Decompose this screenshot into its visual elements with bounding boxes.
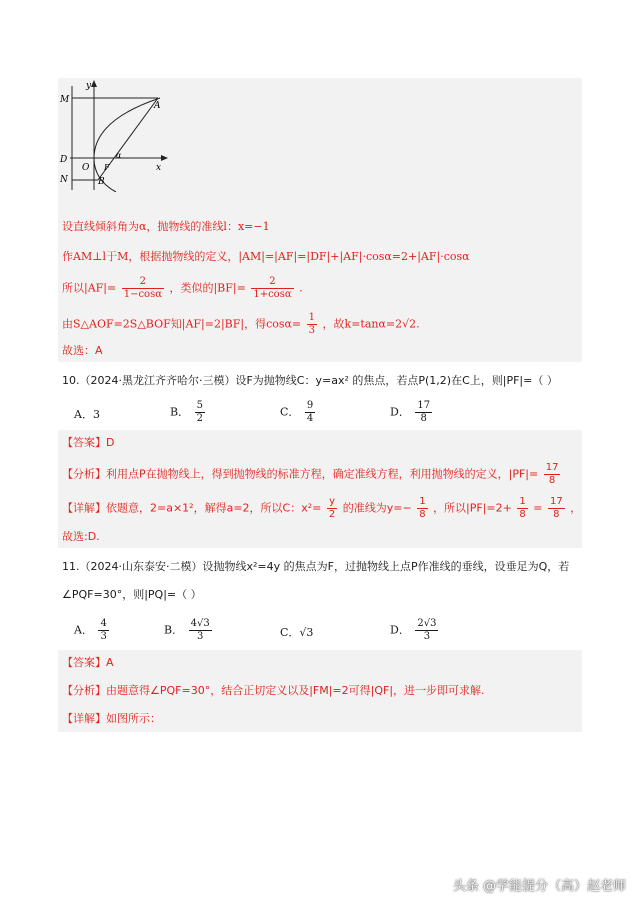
detail-tag: 【详解】: [62, 712, 106, 725]
q9-line-1: 设直线倾斜角为α，抛物线的准线l：x=−1: [62, 220, 270, 233]
frac-den: 2: [196, 413, 203, 424]
option-letter: B．: [170, 405, 190, 419]
frac-num: 17: [417, 400, 431, 411]
frac-den: 1+cosα: [253, 289, 292, 300]
parabola-figure: [58, 80, 168, 192]
frac-num: 4: [100, 618, 107, 629]
frac-num: 4√3: [190, 618, 210, 629]
q9-frac-bf: [251, 276, 293, 301]
option-letter: D．: [390, 405, 410, 419]
frac-num: 1: [308, 312, 316, 323]
answer-tag: 【答案】: [62, 436, 106, 449]
frac-num: 2: [251, 276, 293, 289]
label-alpha: α: [116, 151, 122, 160]
q10-detail: [62, 496, 581, 521]
frac-den: 3: [423, 631, 431, 642]
q9-line-3-c: .: [299, 281, 303, 295]
q11-option-d: [390, 618, 440, 643]
q10-analysis: [62, 462, 562, 487]
analysis-tag: 【分析】: [62, 467, 106, 481]
q9-frac-af: [122, 276, 164, 301]
label-y: y: [86, 81, 92, 91]
q11-stem-2: ∠PQF=30°，则|PQ|=（ ）: [62, 588, 202, 601]
q11-option-a: [74, 618, 111, 643]
frac-den: 1−cosα: [123, 289, 162, 300]
q11-answer: [62, 656, 114, 670]
frac-den: 4: [306, 413, 314, 424]
frac-den: 8: [553, 509, 560, 520]
answer-tag: 【答案】: [62, 656, 106, 669]
q10-option-d: [390, 400, 434, 425]
label-x: x: [156, 163, 162, 173]
q11-detail: [62, 712, 161, 726]
frac-num: 17: [545, 462, 559, 473]
detail-frac: [417, 496, 427, 521]
option-frac: [415, 618, 438, 643]
q10-solution-block: [58, 430, 582, 548]
option-letter: B．: [164, 623, 184, 637]
option-frac: [189, 618, 212, 643]
detail-text: =: [533, 501, 543, 515]
option-letter: D．: [390, 623, 410, 637]
frac-den: 8: [419, 509, 426, 520]
frac-num: 1: [419, 496, 426, 507]
option-frac: [305, 400, 315, 425]
frac-num: 17: [549, 496, 563, 507]
frac-num: y: [327, 496, 337, 509]
detail-frac: [548, 496, 565, 521]
q10-answer: [62, 436, 114, 450]
label-B: B: [98, 177, 105, 187]
frac-num: 2√3: [417, 618, 437, 629]
answer-value: D: [106, 436, 115, 449]
label-N: N: [60, 175, 68, 185]
frac-den: 3: [196, 631, 204, 642]
detail-text: 的准线为y=−: [342, 501, 412, 515]
option-letter: C．: [280, 626, 300, 639]
frac-den: 2: [328, 509, 336, 520]
label-A: A: [154, 101, 161, 111]
frac-num: 2: [122, 276, 164, 289]
frac-den: 3: [100, 631, 107, 642]
analysis-text: 由题意得∠PQF=30°，结合正切定义以及|FM|=2可得|QF|，进一步即可求解.: [106, 684, 485, 697]
frac-den: 8: [548, 475, 556, 486]
option-frac: [98, 618, 108, 643]
q9-line-3-b: ，类似的|BF|=: [169, 281, 246, 295]
q9-answer: 故选：A: [62, 344, 103, 357]
watermark: 头条 @学能提分（高）赵老师: [452, 879, 626, 894]
q10-stem: 10.（2024·黑龙江齐齐哈尔·三模）设F为抛物线C：y=ax² 的焦点，若点P(1,2)在C上，则|PF|=（ ）: [62, 374, 558, 387]
option-letter: C．: [280, 405, 300, 419]
q9-line-4-b: ，故k=tanα=2√2.: [322, 317, 420, 331]
q9-line-4-a: 由S△AOF=2S△BOF知|AF|=2|BF|，得cosα=: [62, 317, 302, 331]
detail-text: 依题意，2=a×1²，解得a=2，所以C：x²=: [106, 501, 322, 515]
q9-line-4: [62, 312, 420, 337]
q10-final: 故选:D.: [62, 530, 100, 543]
q10-option-c: [280, 400, 317, 425]
option-letter: A．: [74, 408, 93, 421]
frac-den: 8: [519, 509, 526, 520]
analysis-tag: 【分析】: [62, 684, 106, 697]
frac-num: 1: [519, 496, 526, 507]
q11-option-b: [164, 618, 214, 643]
detail-frac: [517, 496, 527, 521]
option-frac: [415, 400, 432, 425]
q11-option-c: [280, 624, 313, 640]
label-O: O: [82, 163, 90, 173]
option-frac: [195, 400, 205, 425]
detail-frac: [327, 496, 337, 521]
q10-option-a: [74, 406, 100, 422]
label-M: M: [60, 95, 70, 105]
q10-option-b: [170, 400, 207, 425]
option-value: √3: [299, 626, 314, 639]
option-letter: A．: [74, 623, 93, 637]
frac-den: 3: [308, 325, 316, 336]
label-F: F: [104, 163, 110, 172]
analysis-text: 利用点P在抛物线上，得到抛物线的标准方程，确定准线方程，利用抛物线的定义，|PF|=: [106, 467, 539, 481]
label-D: D: [60, 155, 68, 165]
detail-tag: 【详解】: [62, 501, 106, 515]
option-value: 3: [92, 408, 100, 421]
answer-value: A: [106, 656, 114, 669]
q11-analysis: [62, 684, 485, 698]
q9-line-3-a: 所以|AF|=: [62, 281, 117, 295]
q9-line-3: [62, 276, 303, 301]
q9-line-2: 作AM⊥l于M，根据抛物线的定义，|AM|=|AF|=|DF|+|AF|·cosα=2+|AF|·cosα: [62, 250, 470, 263]
frac-den: 8: [420, 413, 427, 424]
detail-text: 如图所示：: [106, 712, 161, 725]
detail-text: ，所以|PF|=2+: [433, 501, 512, 515]
analysis-frac: [544, 462, 561, 487]
frac-num: 5: [196, 400, 203, 411]
detail-text: ，: [570, 501, 582, 515]
q9-frac-cos: [307, 312, 317, 337]
q11-stem-1: 11.（2024·山东泰安·二模）设抛物线x²=4y 的焦点为F，过抛物线上点P作准线的垂线，设垂足为Q，若: [62, 560, 570, 573]
frac-num: 9: [306, 400, 314, 411]
